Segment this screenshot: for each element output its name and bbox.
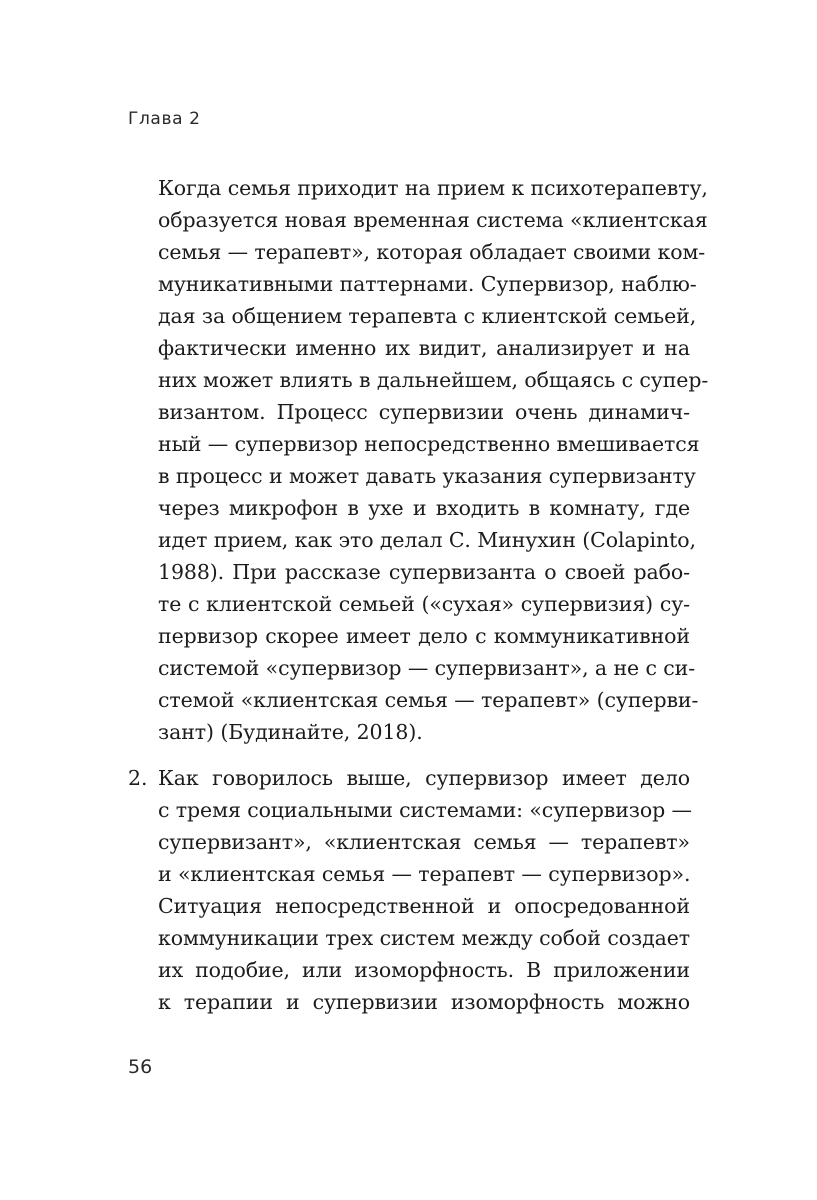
text-line: зант) (Будинайте, 2018).	[158, 720, 423, 744]
text-line: Как говорилось выше, супервизор имеет дело	[158, 766, 690, 790]
text-line: муникативными паттернами. Супервизор, наблю-	[158, 272, 697, 296]
text-line: дая за общением терапевта с клиентской семьей,	[158, 304, 697, 328]
text-line: фактически именно их видит, анализирует и на	[158, 336, 690, 360]
text-line: с тремя социальными системами: «супервизор —	[158, 798, 692, 822]
text-line: их подобие, или изоморфность. В приложении	[158, 958, 690, 982]
text-line: супервизант», «клиентская семья — терапевт»	[158, 830, 690, 854]
text-line: через микрофон в ухе и входить в комнату, где	[158, 496, 690, 520]
paragraph	[158, 172, 709, 748]
text-line: в процесс и может давать указания супервизанту	[158, 464, 696, 488]
text-line: Когда семья приходит на прием к психотерапевту,	[158, 176, 708, 200]
text-line: те с клиентской семьей («сухая» супервизия) су-	[158, 592, 690, 616]
text-line: первизор скорее имеет дело с коммуникативной	[158, 624, 690, 648]
text-line: к терапии и супервизии изоморфность можно	[158, 990, 690, 1014]
text-line: системой «супервизор — супервизант», а не с си-	[158, 656, 696, 680]
running-head: Глава 2	[128, 109, 201, 129]
text-line: семья — терапевт», которая обладает своими ком-	[158, 240, 706, 264]
text-line: стемой «клиентская семья — терапевт» (суперви-	[158, 688, 699, 712]
text-line: них может влиять в дальнейшем, общаясь с супер-	[158, 368, 709, 392]
text-line: ный — супервизор непосредственно вмешивается	[158, 432, 700, 456]
list-number: 2.	[128, 766, 148, 790]
text-line: коммуникации трех систем между собой создает	[158, 926, 690, 950]
text-line: и «клиентская семья — терапевт — супервизор».	[158, 862, 691, 886]
text-line: образуется новая временная система «клиентская	[158, 208, 708, 232]
text-line: 1988). При рассказе супервизанта о своей рабо-	[158, 560, 690, 584]
page-number: 56	[128, 1056, 153, 1078]
text-line: византом. Процесс супервизии очень динамич-	[158, 400, 690, 424]
list-item-text	[158, 762, 690, 1018]
text-line: Ситуация непосредственной и опосредованной	[158, 894, 690, 918]
text-line: идет прием, как это делал С. Минухин (Colapinto,	[158, 528, 696, 552]
